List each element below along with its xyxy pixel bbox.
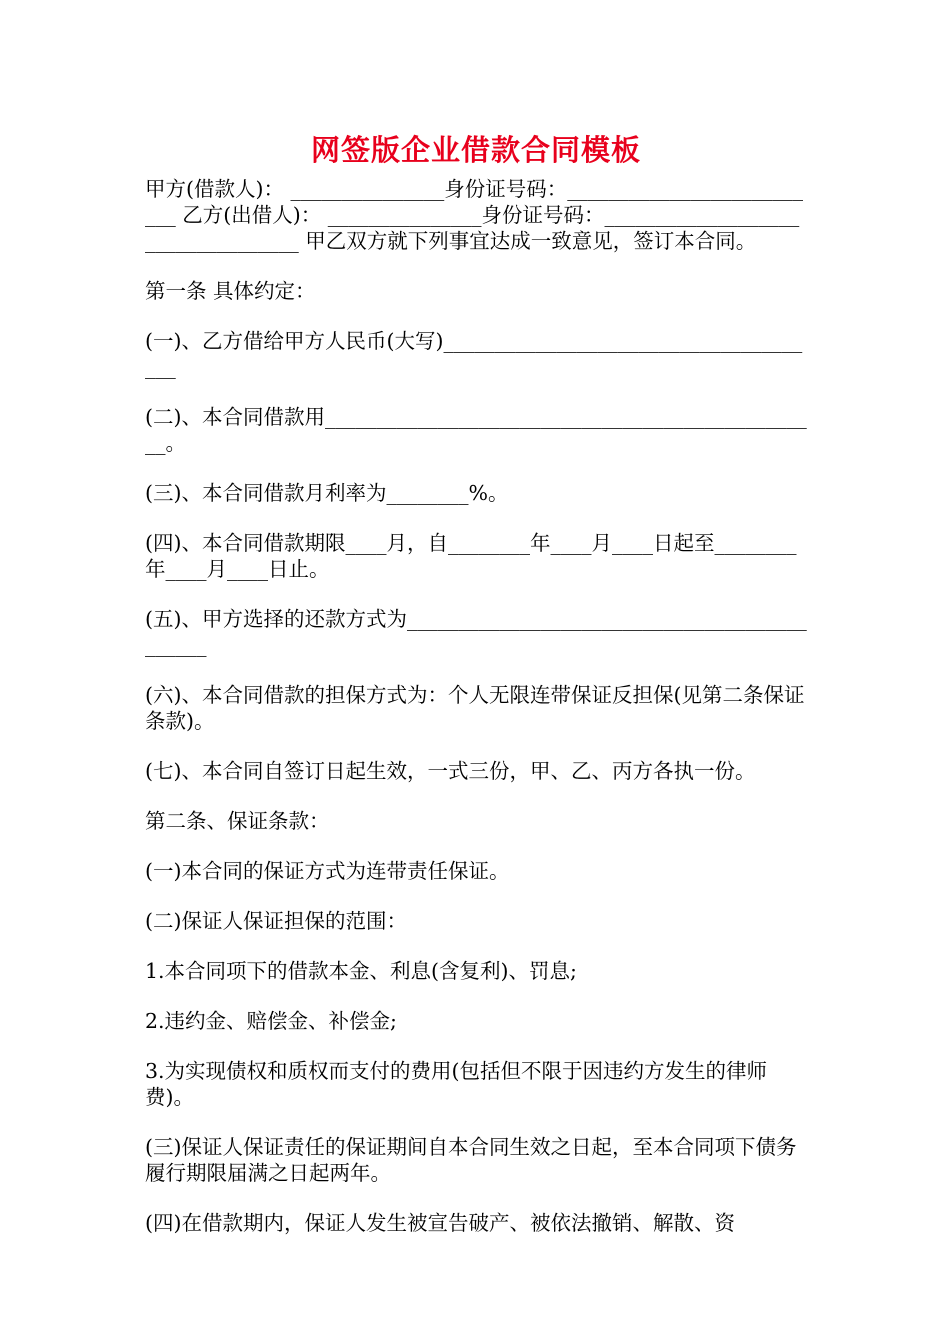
clause-1-4: (四)、本合同借款期限____月，自________年____月____日起至________年____月____日止。 [145, 531, 797, 581]
clause-2-2-item-1: 1.本合同项下的借款本金、利息(含复利)、罚息; [145, 959, 577, 983]
clause-1-7: (七)、本合同自签订日起生效，一式三份，甲、乙、丙方各执一份。 [145, 759, 756, 783]
clause-2-4: (四)在借款期内，保证人发生被宣告破产、被依法撤销、解散、资 [145, 1211, 735, 1235]
document-page [145, 128, 807, 1260]
clause-2-3: (三)保证人保证责任的保证期间自本合同生效之日起，至本合同项下债务履行期限届满之日起两年。 [145, 1135, 797, 1185]
article-2-heading: 第二条、保证条款： [145, 809, 330, 833]
article-1-heading: 第一条 具体约定： [145, 279, 316, 303]
document-title: 网签版企业借款合同模板 [310, 133, 641, 167]
clause-1-1: (一)、乙方借给甲方人民币(大写)______________________________________ [145, 329, 803, 379]
clause-1-2: (二)、本合同借款用_________________________________________________。 [145, 405, 807, 455]
clause-2-2-item-2: 2.违约金、赔偿金、补偿金; [145, 1009, 397, 1033]
clause-2-1: (一)本合同的保证方式为连带责任保证。 [145, 859, 510, 883]
clause-2-2: (二)保证人保证担保的范围： [145, 909, 407, 933]
clause-2-2-item-3: 3.为实现债权和质权而支付的费用(包括但不限于因违约方发生的律师费)。 [145, 1059, 768, 1109]
clause-1-6: (六)、本合同借款的担保方式为：个人无限连带保证反担保(见第二条保证条款)。 [145, 683, 805, 733]
party-info-paragraph: 甲方(借款人)： _______________身份证号码：__________________________ 乙方(出借人)： _______________身份证号码：__________________________________ 甲乙双方就下列事宜达成一致意见，签订本合同。 [145, 177, 804, 253]
clause-1-5: (五)、甲方选择的还款方式为_____________________________________________ [145, 607, 807, 657]
clause-1-3: (三)、本合同借款月利率为________%。 [145, 481, 509, 505]
